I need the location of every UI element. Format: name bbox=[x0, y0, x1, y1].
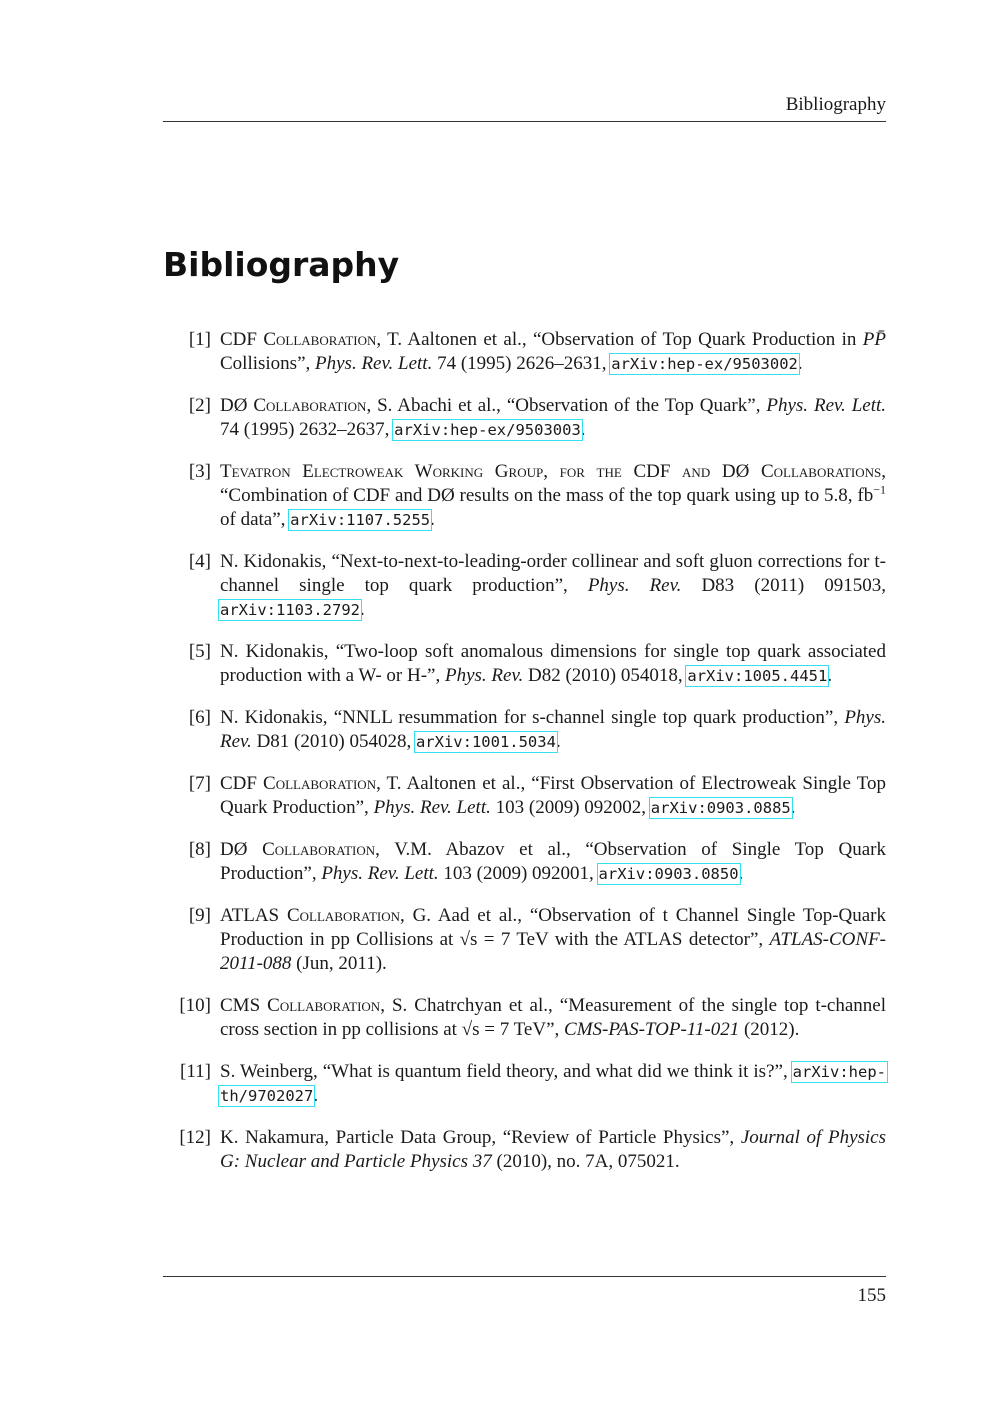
authors-group: DØ bbox=[220, 395, 248, 416]
reference-text: DØ bbox=[710, 461, 761, 482]
reference-number: [6] bbox=[188, 707, 211, 728]
reference-text: , T. Aaltonen et al., “First Observation of Electroweak Single Top Quark Production”, bbox=[220, 773, 886, 818]
arxiv-link[interactable]: arXiv:1107.5255 bbox=[290, 511, 431, 529]
journal-name: Phys. Rev. bbox=[444, 665, 524, 686]
reference-number: [1] bbox=[188, 329, 211, 350]
reference-text: of data”, bbox=[220, 509, 291, 530]
reference-5 bbox=[163, 640, 886, 688]
reference-4 bbox=[163, 550, 886, 622]
journal-name: Phys. Rev. Lett. bbox=[766, 395, 886, 416]
reference-list bbox=[163, 328, 886, 1192]
reference-text: . bbox=[313, 1085, 319, 1106]
reference-text: CDF bbox=[621, 461, 683, 482]
reference-text: . bbox=[790, 797, 796, 818]
reference-text: . bbox=[430, 509, 435, 530]
reference-text: , “Combination of CDF and DØ results on the mass of the top quark using up to 5.8, fb bbox=[220, 461, 886, 506]
chapter-title: Bibliography bbox=[163, 245, 400, 284]
reference-text: , S. Chatrchyan et al., “Measurement of the single top t-channel cross section in pp collisions at √s = 7 TeV”, bbox=[220, 995, 886, 1040]
reference-number: [9] bbox=[188, 905, 211, 926]
reference-text: , S. Abachi et al., “Observation of the Top Quark”, bbox=[366, 395, 767, 416]
running-head: Bibliography bbox=[785, 94, 886, 115]
reference-1 bbox=[163, 328, 886, 376]
reference-text: N. Kidonakis, “Next-to-next-to-leading-order collinear and soft gluon corrections for t-channel single top quark production”, bbox=[220, 551, 886, 596]
reference-text: 74 (1995) 2626–2631, bbox=[432, 353, 612, 374]
collaboration-label: Collaboration bbox=[262, 839, 376, 860]
reference-text: Collisions”, bbox=[220, 353, 316, 374]
header-rule bbox=[163, 121, 886, 122]
arxiv-link[interactable]: arXiv:1103.2792 bbox=[220, 601, 360, 619]
arxiv-link[interactable]: arXiv:1001.5034 bbox=[415, 733, 556, 751]
reference-text: , T. Aaltonen et al., “Observation of Top Quark Production in bbox=[376, 329, 863, 350]
reference-text: , V.M. Abazov et al., “Observation of Single Top Quark Production”, bbox=[220, 839, 887, 884]
journal-name: Phys. Rev. Lett. bbox=[321, 863, 439, 884]
reference-text: D81 (2010) 054028, bbox=[251, 731, 416, 752]
reference-number: [2] bbox=[188, 395, 211, 416]
arxiv-link[interactable]: arXiv:hep-th/9702027 bbox=[220, 1063, 886, 1105]
reference-text: . bbox=[797, 353, 803, 374]
reference-number: [8] bbox=[188, 839, 211, 860]
journal-name: Phys. Rev. bbox=[587, 575, 682, 596]
reference-10 bbox=[163, 994, 886, 1042]
reference-12 bbox=[163, 1126, 886, 1174]
reference-2 bbox=[163, 394, 886, 442]
collaboration-label: Collaboration bbox=[263, 329, 377, 350]
reference-9 bbox=[163, 904, 886, 976]
reference-text: D82 (2010) 054018, bbox=[523, 665, 688, 686]
reference-number: [7] bbox=[188, 773, 211, 794]
arxiv-link[interactable]: arXiv:0903.0885 bbox=[650, 799, 791, 817]
reference-text: . bbox=[555, 731, 561, 752]
reference-text: N. Kidonakis, “NNLL resummation for s-channel single top quark production”, bbox=[220, 707, 845, 728]
reference-text: K. Nakamura, Particle Data Group, “Review of Particle Physics”, bbox=[220, 1127, 741, 1148]
reference-number: [12] bbox=[179, 1127, 211, 1148]
reference-text: . bbox=[580, 419, 586, 440]
superscript: −1 bbox=[873, 482, 886, 497]
collaboration-label: Collaborations bbox=[760, 461, 882, 482]
report-id: CMS-PAS-TOP-11-021 bbox=[564, 1019, 740, 1040]
arxiv-link[interactable]: arXiv:1005.4451 bbox=[687, 667, 828, 685]
authors-group: ATLAS bbox=[220, 905, 280, 926]
reference-text: (2010), no. 7A, 075021. bbox=[491, 1151, 680, 1172]
reference-text: , G. Aad et al., “Observation of t Channel Single Top-Quark Production in pp Collisions at √s = 7 TeV with the ATLAS detector”, bbox=[220, 905, 887, 950]
page-number: 155 bbox=[857, 1285, 886, 1306]
reference-number: [10] bbox=[179, 995, 211, 1016]
reference-number: [11] bbox=[180, 1061, 211, 1082]
reference-text: 74 (1995) 2632–2637, bbox=[220, 419, 395, 440]
arxiv-link[interactable]: arXiv:hep-ex/9503003 bbox=[394, 421, 581, 439]
journal-name: Phys. Rev. Lett. bbox=[315, 353, 433, 374]
authors-group: CDF bbox=[220, 329, 257, 350]
reference-text: 103 (2009) 092001, bbox=[438, 863, 599, 884]
journal-name: Phys. Rev. bbox=[220, 707, 886, 752]
collaboration-label: Collaboration bbox=[267, 995, 381, 1016]
journal-name: Phys. Rev. Lett. bbox=[373, 797, 491, 818]
authors-group: CMS bbox=[220, 995, 261, 1016]
reference-text: (Jun, 2011). bbox=[291, 953, 387, 974]
reference-8 bbox=[163, 838, 886, 886]
footer-rule bbox=[163, 1276, 886, 1277]
authors-group: DØ bbox=[220, 839, 248, 860]
reference-text: S. Weinberg, “What is quantum field theory, and what did we think it is?”, bbox=[220, 1061, 793, 1082]
reference-text: . bbox=[359, 599, 365, 620]
collaboration-label: Tevatron Electroweak Working Group, for the bbox=[220, 461, 622, 482]
journal-name: Journal of Physics G: Nuclear and Particle Physics 37 bbox=[220, 1127, 886, 1172]
collaboration-label: Collaboration bbox=[286, 905, 401, 926]
authors-group: CDF bbox=[220, 773, 257, 794]
reference-number: [5] bbox=[188, 641, 211, 662]
reference-text: (2012). bbox=[739, 1019, 800, 1040]
reference-text: . bbox=[738, 863, 744, 884]
collaboration-label: Collaboration bbox=[253, 395, 367, 416]
reference-text: D83 (2011) 091503, bbox=[681, 575, 886, 596]
arxiv-link[interactable]: arXiv:0903.0850 bbox=[598, 865, 739, 883]
reference-6 bbox=[163, 706, 886, 754]
reference-number: [3] bbox=[188, 461, 211, 482]
collaboration-label: Collaboration bbox=[263, 773, 377, 794]
reference-11 bbox=[163, 1060, 886, 1108]
reference-3 bbox=[163, 460, 886, 532]
collaboration-label: and bbox=[682, 461, 711, 482]
reference-number: [4] bbox=[188, 551, 211, 572]
reference-text: . bbox=[827, 665, 833, 686]
reference-7 bbox=[163, 772, 886, 820]
reference-text: N. Kidonakis, “Two-loop soft anomalous dimensions for single top quark associated production with a W- or H-”, bbox=[220, 641, 886, 686]
report-id: ATLAS-CONF-2011-088 bbox=[220, 929, 886, 974]
arxiv-link[interactable]: arXiv:hep-ex/9503002 bbox=[611, 355, 798, 373]
reference-text: 103 (2009) 092002, bbox=[490, 797, 651, 818]
math-expression: PP̄ bbox=[862, 329, 886, 350]
